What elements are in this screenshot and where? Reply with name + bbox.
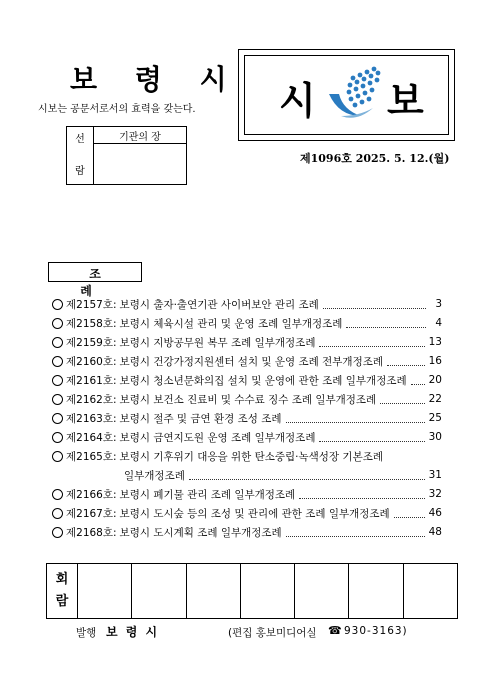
toc-entry[interactable]: 제2161호: 보령시 청소년문화의집 설치 및 운영에 관한 조례 일부개정조례 20 (52, 372, 442, 388)
toc-entry[interactable]: 제2167호: 보령시 도시숲 등의 조성 및 관리에 관한 조례 일부개정조례 46 (52, 505, 442, 521)
circulation-signature-cell[interactable] (78, 564, 132, 619)
gazette-logo-inner (244, 55, 449, 135)
section-title: 조 례 (80, 267, 119, 298)
bullet-circle-icon (52, 508, 63, 519)
bullet-circle-icon (52, 527, 63, 538)
circulation-signature-cell[interactable] (403, 564, 457, 619)
page-number: 22 (428, 393, 442, 405)
toc-entry[interactable]: 제2168호: 보령시 도시계획 조례 일부개정조례 48 (52, 524, 442, 540)
leader-dots (387, 357, 425, 366)
bullet-circle-icon (52, 337, 63, 348)
page-number: 13 (428, 336, 442, 348)
leader-dots (286, 528, 425, 537)
issue-number-date: 제1096호 2025. 5. 12.(월) (300, 152, 450, 165)
bullet-circle-icon (52, 451, 63, 462)
circulation-signature-cell[interactable] (349, 564, 403, 619)
circulation-label-top: 회 (55, 572, 69, 587)
bullet-circle-icon (52, 318, 63, 329)
page-number: 16 (428, 355, 442, 367)
toc-entry[interactable]: 제2162호: 보령시 보건소 진료비 및 수수료 징수 조례 일부개정조례 22 (52, 391, 442, 407)
page-number: 30 (428, 431, 442, 443)
bullet-circle-icon (52, 432, 63, 443)
routing-signature-cell[interactable] (94, 144, 187, 185)
subtitle: 시보는 공문서로서의 효력을 갖는다. (38, 104, 196, 115)
routing-box (66, 126, 187, 185)
toc-entry[interactable]: 제2160호: 보령시 건강가정지원센터 설치 및 운영 조례 전부개정조례 16 (52, 353, 442, 369)
bullet-circle-icon (52, 394, 63, 405)
page-number: 4 (435, 317, 442, 329)
toc-entry[interactable]: 제2158호: 보령시 체육시설 관리 및 운영 조례 일부개정조례 4 (52, 315, 442, 331)
leader-dots (286, 414, 425, 423)
leader-dots (380, 395, 424, 404)
leader-dots (394, 509, 425, 518)
toc-entry[interactable]: 제2157호: 보령시 출자·출연기관 사이버보안 관리 조례 3 (52, 296, 442, 312)
phone-icon: ☎ (328, 624, 342, 637)
page-number: 46 (428, 507, 442, 519)
toc-entry-continuation[interactable]: 일부개정조례 31 (124, 469, 442, 482)
logo-char-left: 시 (279, 79, 316, 123)
circulation-label-cell (47, 564, 78, 619)
circulation-label-bottom: 람 (55, 594, 69, 609)
circulation-table (46, 563, 458, 619)
routing-label-cell (67, 127, 94, 185)
leader-dots (299, 490, 424, 499)
routing-label-top: 선 (75, 133, 85, 145)
page-number: 3 (435, 298, 442, 310)
publisher-label: 발행 (76, 627, 97, 639)
leader-dots (319, 433, 424, 442)
circulation-signature-cell[interactable] (186, 564, 240, 619)
gazette-logo-box (238, 49, 455, 141)
toc-entry[interactable]: 제2159호: 보령시 지방공무원 복무 조례 일부개정조례 13 (52, 334, 442, 350)
phone-number: 930-3163) (344, 625, 408, 637)
section-label-box (48, 262, 142, 298)
circulation-signature-cell[interactable] (295, 564, 349, 619)
leader-dots (323, 300, 426, 309)
page-number: 20 (428, 374, 442, 386)
leader-dots (189, 471, 425, 480)
routing-label-bottom: 람 (75, 165, 85, 177)
leader-dots (346, 319, 426, 328)
leader-dots (411, 376, 425, 385)
routing-column-header: 기관의 장 (94, 127, 187, 144)
page-number: 48 (428, 526, 442, 538)
circulation-signature-cell[interactable] (132, 564, 186, 619)
editor-info: (편집 홍보미디어실 (228, 627, 317, 639)
toc-entry[interactable]: 제2164호: 보령시 금연지도원 운영 조례 일부개정조례 30 (52, 429, 442, 445)
logo-char-right: 보 (387, 79, 424, 123)
bullet-circle-icon (52, 356, 63, 367)
bullet-circle-icon (52, 413, 63, 424)
bullet-circle-icon (52, 299, 63, 310)
city-name: 보 령 시 (70, 63, 241, 96)
toc-entry[interactable]: 제2163호: 보령시 절주 및 금연 환경 조성 조례 25 (52, 410, 442, 426)
leader-dots (319, 338, 424, 347)
page-number: 32 (428, 488, 442, 500)
bullet-circle-icon (52, 375, 63, 386)
publisher-name: 보 령 시 (106, 625, 160, 639)
toc-entry[interactable]: 제2166호: 보령시 폐기물 관리 조례 일부개정조례 32 (52, 486, 442, 502)
page-number: 25 (428, 412, 442, 424)
city-emblem-icon (327, 64, 383, 124)
page-number: 31 (428, 469, 442, 481)
bullet-circle-icon (52, 489, 63, 500)
toc-entry[interactable]: 제2165호: 보령시 기후위기 대응을 위한 탄소중립·녹색성장 기본조례 (52, 448, 442, 464)
circulation-signature-cell[interactable] (240, 564, 294, 619)
